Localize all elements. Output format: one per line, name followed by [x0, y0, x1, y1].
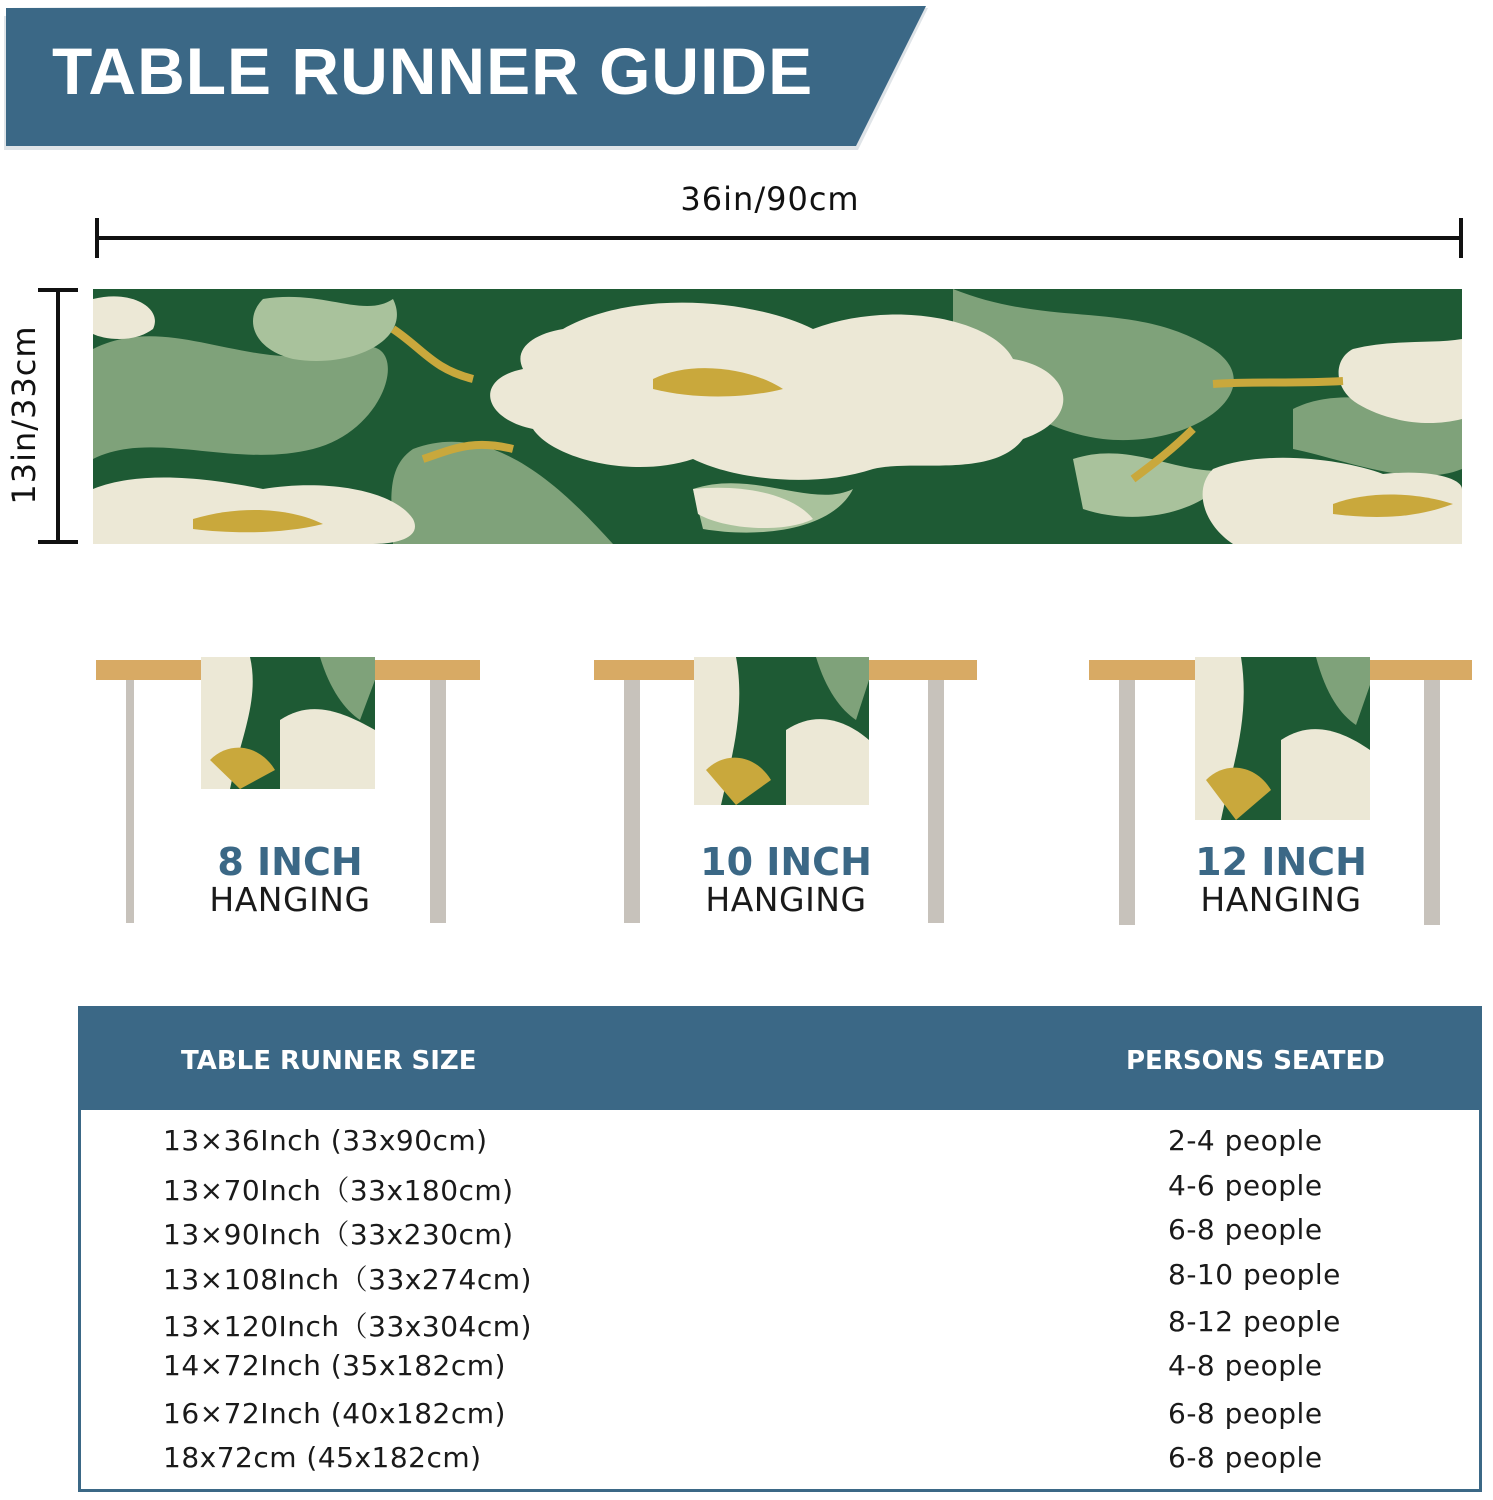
- size-cell: 16×72Inch (40x182cm): [163, 1397, 506, 1430]
- persons-cell: 8-10 people: [1168, 1258, 1341, 1291]
- table-row: [81, 1305, 1479, 1345]
- table-row: [81, 1441, 1479, 1481]
- table-header: [81, 1009, 1479, 1110]
- runner-drop-12: [1195, 657, 1370, 820]
- size-cell: 18x72cm (45x182cm): [163, 1441, 482, 1474]
- size-cell: 13×120Inch（33x304cm): [163, 1310, 532, 1343]
- hanging-option-10: [586, 640, 986, 940]
- width-dimension-label: 36in/90cm: [680, 180, 860, 218]
- table-row: [81, 1258, 1479, 1298]
- table-row: [81, 1169, 1479, 1209]
- size-cell: 13×90Inch（33x230cm): [163, 1218, 514, 1251]
- page-title: TABLE RUNNER GUIDE: [52, 34, 814, 108]
- persons-cell: 4-8 people: [1168, 1349, 1323, 1382]
- persons-cell: 4-6 people: [1168, 1169, 1323, 1202]
- persons-cell: 8-12 people: [1168, 1305, 1341, 1338]
- hanging-label: HANGING: [1200, 880, 1362, 919]
- hanging-label: HANGING: [209, 880, 371, 919]
- hanging-size-label: 12 INCH: [1195, 840, 1367, 884]
- table-row: [81, 1213, 1479, 1253]
- runner-drop-8: [201, 657, 375, 789]
- persons-cell: 2-4 people: [1168, 1124, 1323, 1157]
- table-row: [81, 1397, 1479, 1437]
- hanging-label: HANGING: [705, 880, 867, 919]
- size-table: [78, 1006, 1482, 1492]
- table-runner-image: [93, 289, 1462, 544]
- table-row: [81, 1349, 1479, 1389]
- hanging-size-label: 10 INCH: [700, 840, 872, 884]
- size-cell: 14×72Inch (35x182cm): [163, 1349, 506, 1382]
- table-row: [81, 1124, 1479, 1164]
- column-header-size: TABLE RUNNER SIZE: [181, 1046, 477, 1076]
- runner-drop-10: [694, 657, 869, 805]
- size-cell: 13×108Inch（33x274cm): [163, 1263, 532, 1296]
- persons-cell: 6-8 people: [1168, 1441, 1323, 1474]
- hanging-option-12: [1081, 640, 1481, 940]
- persons-cell: 6-8 people: [1168, 1397, 1323, 1430]
- hanging-size-label: 8 INCH: [217, 840, 363, 884]
- size-cell: 13×36Inch (33x90cm): [163, 1124, 488, 1157]
- height-dimension-label: 13in/33cm: [5, 325, 43, 505]
- hanging-option-8: [90, 640, 490, 940]
- size-cell: 13×70Inch（33x180cm): [163, 1174, 514, 1207]
- persons-cell: 6-8 people: [1168, 1213, 1323, 1246]
- column-header-persons: PERSONS SEATED: [1126, 1046, 1385, 1076]
